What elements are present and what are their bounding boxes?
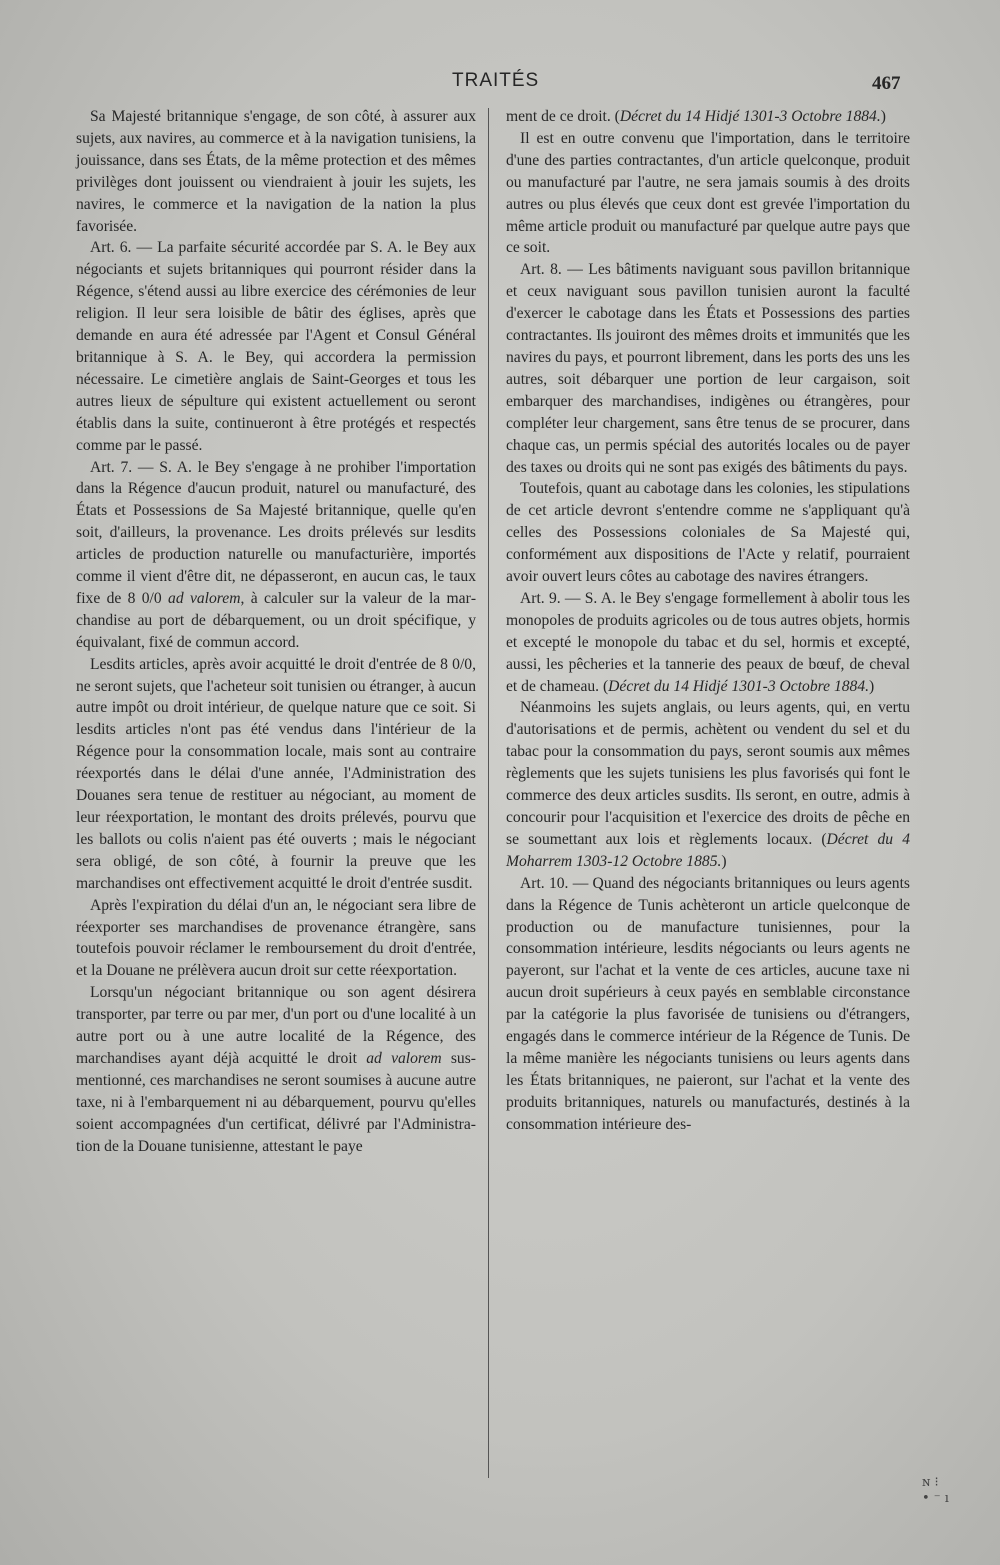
paragraph — [76, 237, 476, 456]
italic-text: Décret du 14 Hidjé 1301-3 Octobre 1884. — [608, 677, 870, 695]
page-number: 467 — [872, 73, 901, 94]
paragraph — [76, 982, 476, 1157]
text-run: Lesdits articles, après avoir acquitté le droit d'entrée de 8 0/0, ne seront sujets, que l'acheteur soit tunisien ou étranger, à aucun autre impôt ou droit intérieur, de quelque nature que ce soit. Si lesdits articles n'ont pas été vendus dans l'intérieur de la Régence pour la consommation locale, mais sont au contraire réexportés dans le délai d'une année, l'Administration des Douanes sera tenue de restituer au négociant, au moment de leur réexportation, le montant des droits prélevés, pourvu que les ballots ou colis n'aient pas été ouverts ; mais le négociant sera obligé, de son côté, à fournir la preuve que les marchandises ont effectivement acquitté le droit d'entrée susdit. — [76, 655, 476, 892]
paragraph — [506, 873, 910, 1136]
text-run: Néanmoins les sujets anglais, ou leurs agents, qui, en vertu d'autorisations et de permis, achètent ou vendent du sel et du tabac pour la consommation du pays, seront soumis aux mêmes règlements que les sujets tunisiens les plus favorisés qui font le commerce des deux articles susdits. Ils seront, en outre, admis à concourir pour l'acquisition et l'exercice des droits de pêche en se soumettant aux lois et règlements locaux. ( — [506, 699, 910, 848]
paragraph — [506, 697, 910, 872]
text-run: ) — [880, 108, 886, 125]
text-run: ) — [869, 677, 875, 695]
paragraph — [506, 259, 910, 478]
paragraph — [76, 106, 476, 237]
text-run: susmentionné, ces marchandises ne seront soumises à aucune autre taxe, ni à l'embarquement ni au débarquement, pourvu qu'elles soient accompagnées d'un certificat, délivré par l'Administration de la Douane tunisienne, attestant le paye — [76, 1049, 476, 1155]
text-run: Toutefois, quant au cabotage dans les colonies, les stipulations de cet article devront s'entendre comme ne s'appliquant qu'à celles des Possessions coloniales de Sa Majesté qui, conformément aux dispositions de l'Acte y relatif, pourraient avoir ouvert leurs côtes au cabotage des navires étrangers. — [506, 480, 910, 586]
italic-text: ad valorem — [168, 589, 241, 607]
italic-text: ad valorem — [366, 1049, 442, 1067]
paragraph — [506, 128, 910, 259]
paragraph — [506, 588, 910, 698]
text-run: Après l'expiration du délai d'un an, le négociant sera libre de réexporter ses marchandises de provenance étrangère, sans toutefois pouvoir réclamer le remboursement du droit d'entrée, et la Douane ne prélèvera aucun droit sur cette réexportation. — [76, 896, 476, 980]
text-run: Art. 10. — Quand des négociants britanniques ou leurs agents dans la Régence de Tunis achèteront un article quelconque de production ou de manufacture tunisiennes, pour la consommation intérieure, lesdits négociants ou leurs agents ne payeront, sur l'achat et la vente de ces articles, aucune taxe ni aucun droit supérieurs à ceux payés en semblable circonstance par la catégorie la plus favorisée de tunisiens ou d'étrangers, engagés dans le commerce intérieur de la Régence de Tunis. De la même manière les négociants tunisiens ou leurs agents dans les États britanniques, ne paieront, sur l'achat et la vente des produits britanniques, naturels ou manufacturés, destinés à la consommation intérieure des- — [506, 874, 910, 1133]
paragraph — [76, 457, 476, 654]
italic-text: Décret du 14 Hidjé 1301-3 Octobre 1884. — [619, 108, 881, 125]
paragraph — [506, 106, 910, 128]
running-title: TRAITÉS — [452, 70, 540, 91]
paragraph — [76, 654, 476, 895]
text-run: Lorsqu'un négociant britannique ou son agent désirera transporter, par terre ou par mer, d'un port ou d'une localité à un autre port ou à une autre localité de la Régence, des marchandises ayant déjà acquitté le droit — [76, 984, 476, 1067]
text-run: ) — [721, 852, 727, 870]
text-run: ment de ce droit. ( — [506, 108, 620, 125]
margin-mark: • ⁻ ı — [922, 1491, 949, 1506]
right-column — [506, 106, 910, 1136]
column-divider — [488, 108, 489, 1478]
text-run: Sa Majesté britannique s'engage, de son côté, à assurer aux sujets, aux navires, au commerce et à la navigation tunisiens, la jouissance, dans ses États, de la même protection et des mêmes privilèges dont jouissent ou viendraient à jouir les sujets, les navires, le commerce et la navigation de la nation la plus favorisée. — [76, 108, 476, 235]
margin-marks — [922, 1475, 949, 1507]
italic-text: Décret du 4 Moharrem 1303-12 Octobre 1885. — [506, 830, 910, 870]
text-run: Art. 9. — S. A. le Bey s'engage formellement à abolir tous les monopoles de produits agricoles ou de tous autres objets, hormis et excepté le monopole du tabac et du sel, hormis et excepté, aussi, les pêcheries et la tannerie des peaux de bœuf, de cheval et de chameau. ( — [506, 589, 910, 695]
margin-mark: ɴ ⁝ — [922, 1475, 939, 1490]
text-run: Art. 8. — Les bâtiments naviguant sous pavillon britannique et ceux naviguant sous pavillon tunisien auront la faculté d'exercer le cabotage dans les États et Possessions des parties contractantes. Ils jouiront des mêmes droits et immunités que les navires du pays, et pourront librement, dans les ports des uns les autres, soit débarquer une portion de leur cargaison, soit embarquer des marchandises, indigènes ou étrangères, pour compléter leur chargement, sans être tenus de se procurer, dans chaque cas, un permis spécial des autorités locales ou de payer des taxes ou droits qui ne sont pas exigés des bâtiments du pays. — [506, 261, 910, 476]
page-header — [0, 70, 1000, 102]
text-run: Art. 7. — S. A. le Bey s'engage à ne prohiber l'importation dans la Régence d'aucun produit, naturel ou manufacturé, des États et Possessions de Sa Majesté britannique, quelle qu'en soit, d'ailleurs, la provenance. Les droits prélevés sur lesdits articles de production naturelle ou manufacturière, importés comme il vient d'être dit, ne dépasseront, en aucun cas, le taux fixe de 8 0/0 — [76, 458, 476, 607]
text-run: Art. 6. — La parfaite sécurité accordée par S. A. le Bey aux négociants et sujets britanniques qui pourront résider dans la Régence, s'étend aussi au libre exercice des cérémonies de leur religion. Il leur sera loisible de bâtir des églises, après que demande en aura été adressée par l'Agent et Consul Général britannique à S. A. le Bey, qui accordera la permission nécessaire. Le cimetière anglais de Saint-Georges et tous les autres lieux de sépulture qui existent actuellement ou seront établis dans la suite, continueront à être protégés et respectés comme par le passé. — [76, 239, 476, 454]
left-column — [76, 106, 476, 1158]
paragraph — [506, 478, 910, 588]
text-run: , à calculer sur la valeur de la marchandise au port de débarquement, ou un droit spécifique, y équivalant, fixé de commun accord. — [76, 589, 477, 651]
paragraph — [76, 895, 476, 983]
text-run: Il est en outre convenu que l'importation, dans le territoire d'une des parties contractantes, d'un article quelconque, produit ou manufacturé par l'autre, ne sera jamais soumis à des droits autres ou plus élevés que ceux dont est grevée l'importation du même article produit ou manufacturé par quelque autre pays que ce soit. — [506, 129, 910, 257]
